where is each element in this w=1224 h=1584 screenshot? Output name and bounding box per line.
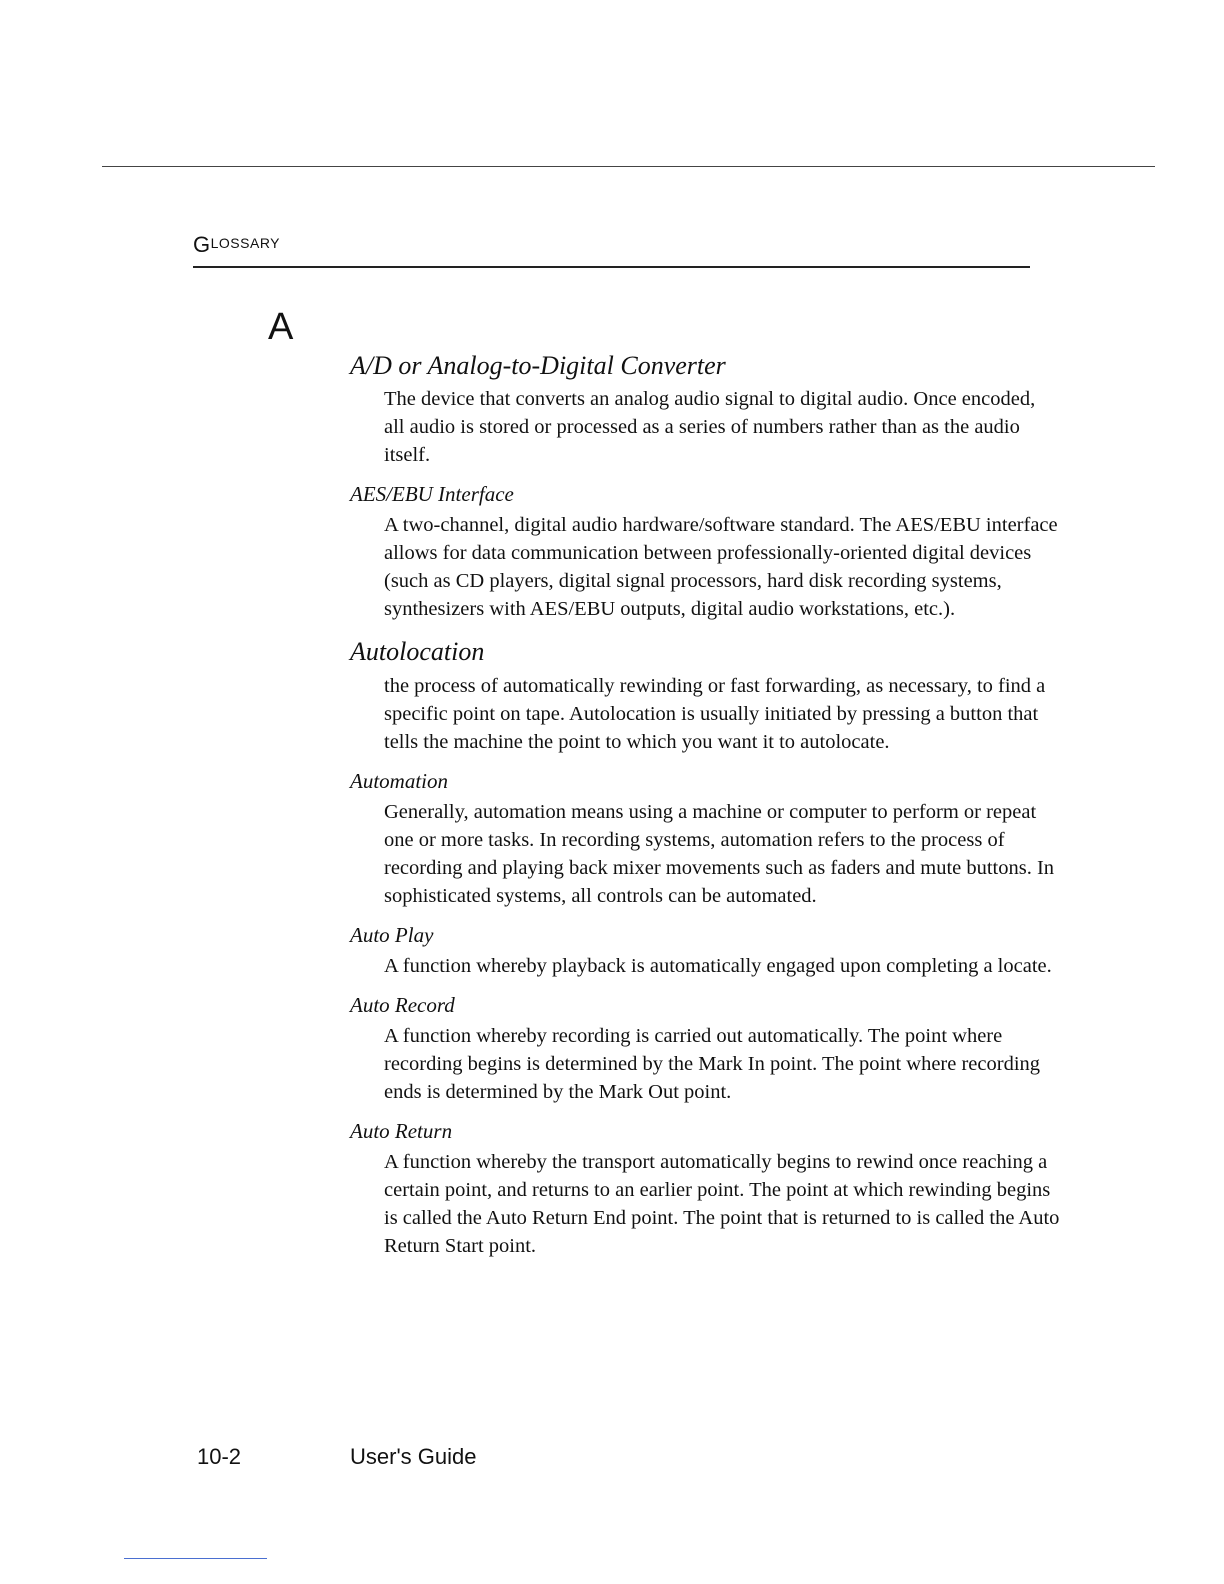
glossary-term: Automation xyxy=(350,768,448,793)
bottom-mark xyxy=(124,1558,267,1559)
glossary-entry xyxy=(350,923,1060,980)
glossary-term: Auto Play xyxy=(350,922,434,947)
glossary-definition: Generally, automation means using a machine or computer to perform or repeat one or more tasks. In recording systems, automation refers to the process of recording and playing back mixer movements such as faders and mute buttons. In sophisticated systems, all controls can be automated. xyxy=(384,800,1055,907)
glossary-entry xyxy=(350,350,1060,469)
glossary-term: Auto Return xyxy=(350,1119,453,1144)
glossary-entry xyxy=(350,1119,1060,1260)
top-rule xyxy=(102,166,1155,167)
page-header xyxy=(193,232,1030,268)
section-label-rest: LOSSARY xyxy=(210,235,281,251)
glossary-term: A/D or Analog-to-Digital Converter xyxy=(350,351,726,380)
glossary-definition: The device that converts an analog audio signal to digital audio. Once encoded, all audio is stored or processed as a series of numbers rather than as the audio itself. xyxy=(384,388,1036,467)
glossary-entries xyxy=(350,350,1060,1273)
glossary-definition: A function whereby the transport automatically begins to rewind once reaching a certain point, and returns to an earlier point. The point at which rewinding begins is called the Auto Return End point. The point that is returned to is called the Auto Return Start point. xyxy=(384,1151,1060,1258)
section-label-initial: G xyxy=(193,232,211,257)
section-label xyxy=(193,232,280,258)
glossary-entry xyxy=(350,993,1060,1106)
glossary-definition: the process of automatically rewinding or fast forwarding, as necessary, to find a specific point on tape. Autolocation is usually initiated by pressing a button that tells the machine the point to which you want it to autolocate. xyxy=(384,674,1046,753)
footer-title: User's Guide xyxy=(350,1444,477,1469)
glossary-term: AES/EBU Interface xyxy=(350,482,514,507)
glossary-entry xyxy=(350,636,1060,755)
glossary-definition: A two-channel, digital audio hardware/software standard. The AES/EBU interface allows for data communication between professionally-oriented digital devices (such as CD players, digital signal processors, hard disk recording systems, synthesizers with AES/EBU outputs, digital audio workstations, etc.). xyxy=(384,514,1058,621)
glossary-entry xyxy=(350,482,1060,623)
glossary-term: Autolocation xyxy=(350,637,485,667)
letter-heading: A xyxy=(268,306,294,348)
glossary-term: Auto Record xyxy=(350,992,455,1017)
glossary-definition: A function whereby playback is automatically engaged upon completing a locate. xyxy=(384,954,1052,977)
glossary-definition: A function whereby recording is carried out automatically. The point where recording begins is determined by the Mark In point. The point where recording ends is determined by the Mark Out point. xyxy=(384,1025,1041,1104)
glossary-entry xyxy=(350,769,1060,910)
page-number: 10-2 xyxy=(197,1444,242,1469)
